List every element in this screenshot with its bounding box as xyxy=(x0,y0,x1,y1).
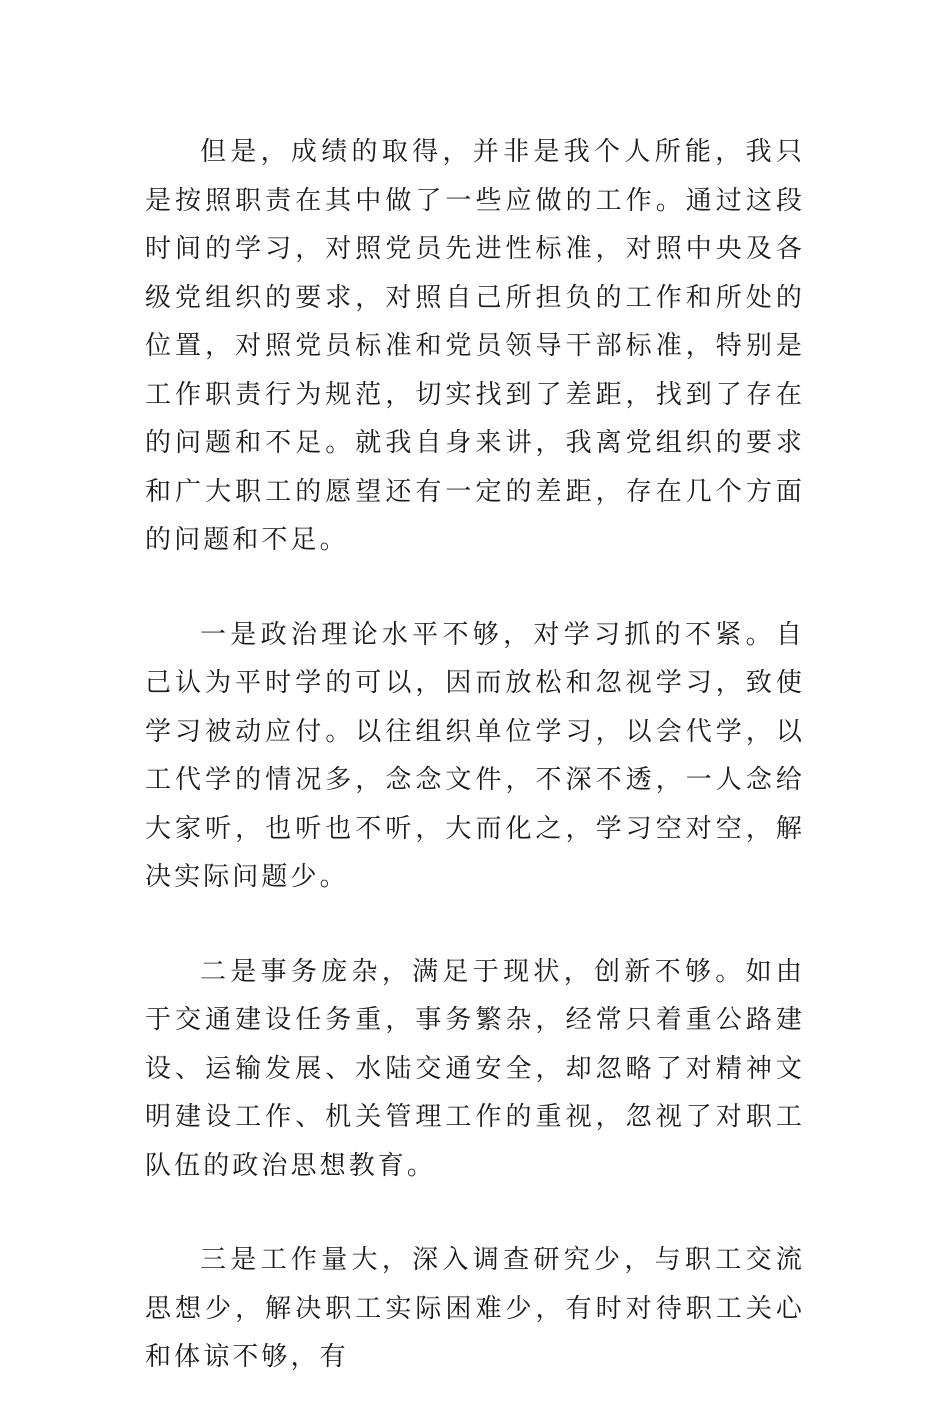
paragraph-1: 但是，成绩的取得，并非是我个人所能，我只是按照职责在其中做了一些应做的工作。通过这段时间的学习，对照党员先进性标准，对照中央及各级党组织的要求，对照自己所担负的工作和所处的位置，对照党员标准和党员领导干部标准，特别是工作职责行为规范，切实找到了差距，找到了存在的问题和不足。就我自身来讲，我离党组织的要求和广大职工的愿望还有一定的差距，存在几个方面的问题和不足。 xyxy=(145,137,805,555)
document-body xyxy=(145,128,805,1428)
paragraph-3: 二是事务庞杂，满足于现状，创新不够。如由于交通建设任务重，事务繁杂，经常只着重公路建设、运输发展、水陆交通安全，却忽略了对精神文明建设工作、机关管理工作的重视，忽视了对职工队伍的政治思想教育。 xyxy=(145,956,805,1181)
paragraph-4: 三是工作量大，深入调查研究少，与职工交流思想少，解决职工实际困难少，有时对待职工关心和体谅不够，有 xyxy=(145,1245,805,1372)
paragraph-2: 一是政治理论水平不够，对学习抓的不紧。自己认为平时学的可以，因而放松和忽视学习，致使学习被动应付。以往组织单位学习，以会代学，以工代学的情况多，念念文件，不深不透，一人念给大家听，也听也不听，大而化之，学习空对空，解决实际问题少。 xyxy=(145,619,805,892)
